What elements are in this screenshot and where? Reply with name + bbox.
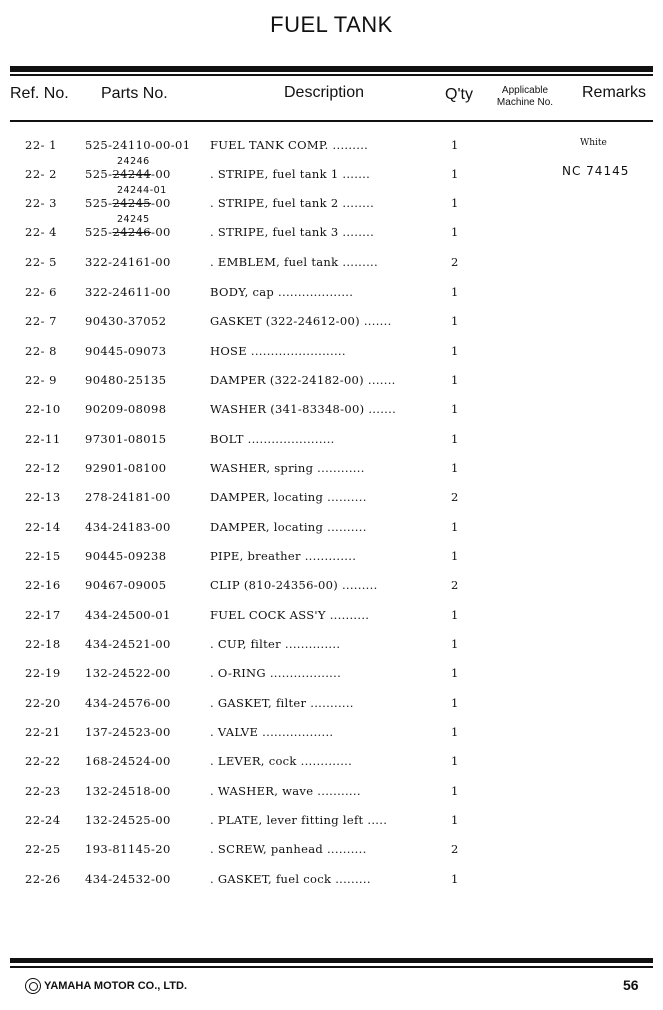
description: GASKET (322-24612-00) .......	[210, 314, 392, 329]
ref-no: 22- 5	[25, 255, 57, 270]
part-no: 525-24245-00	[85, 196, 171, 210]
description: . GASKET, fuel cock .........	[210, 871, 371, 886]
table-row	[0, 696, 663, 716]
header-ref-no: Ref. No.	[10, 85, 69, 102]
table-row	[0, 725, 663, 745]
header-remarks: Remarks	[582, 84, 647, 101]
ref-no: 22- 1	[25, 138, 57, 152]
table-row	[0, 402, 663, 422]
ref-no: 22- 3	[25, 196, 57, 210]
quantity: 1	[451, 402, 459, 417]
page-number: 56	[623, 977, 639, 993]
header-applicable-line2: Machine No.	[496, 97, 554, 108]
description: FUEL TANK COMP. .........	[210, 138, 369, 152]
quantity: 2	[451, 578, 459, 593]
handwritten-correction: 24245	[117, 214, 150, 225]
quantity: 2	[451, 490, 459, 505]
quantity: 2	[451, 255, 459, 270]
quantity: 1	[451, 666, 459, 681]
ref-no: 22-24	[25, 813, 61, 828]
header-bottom-rule	[10, 120, 653, 122]
struck-part-segment: 24245	[112, 196, 152, 210]
table-row	[0, 185, 663, 216]
ref-no: 22-20	[25, 695, 61, 710]
part-no: 322-24161-00	[85, 255, 171, 270]
table-row	[0, 754, 663, 774]
description: . CUP, filter ..............	[210, 637, 341, 651]
part-no: 97301-08015	[85, 431, 167, 446]
description: WASHER, spring ............	[210, 460, 365, 475]
description: FUEL COCK ASS'Y ..........	[210, 607, 370, 622]
table-row	[0, 255, 663, 275]
quantity: 1	[451, 343, 459, 358]
part-no: 525-24110-00-01	[85, 138, 191, 152]
ref-no: 22-18	[25, 637, 61, 651]
description: BODY, cap ...................	[210, 284, 354, 299]
header-top-rule	[10, 66, 653, 72]
quantity: 1	[451, 548, 459, 563]
ref-no: 22-25	[25, 842, 61, 857]
part-no: 322-24611-00	[85, 284, 171, 299]
quantity: 1	[451, 813, 459, 828]
header-description: Description	[284, 84, 365, 101]
table-row	[0, 285, 663, 305]
table-row	[0, 578, 663, 598]
description: . EMBLEM, fuel tank .........	[210, 255, 378, 270]
table-row	[0, 156, 663, 187]
table-row	[0, 608, 663, 628]
table-row	[0, 549, 663, 569]
part-no: 434-24576-00	[85, 695, 171, 710]
table-row	[0, 214, 663, 245]
ref-no: 22-21	[25, 725, 61, 739]
part-no: 168-24524-00	[85, 754, 171, 769]
ref-no: 22-23	[25, 783, 61, 798]
yamaha-logo-icon	[25, 978, 41, 994]
ref-no: 22- 9	[25, 372, 57, 387]
part-no: 132-24525-00	[85, 813, 171, 828]
description: . STRIPE, fuel tank 3 ........	[210, 225, 375, 239]
part-no: 90445-09073	[85, 343, 167, 358]
header-parts-no: Parts No.	[101, 85, 168, 102]
ref-no: 22-12	[25, 460, 61, 475]
description: . PLATE, lever fitting left .....	[210, 813, 388, 828]
header-top-rule-thin	[10, 74, 653, 76]
quantity: 1	[451, 637, 459, 651]
description: DAMPER, locating ..........	[210, 490, 367, 505]
quantity: 1	[451, 431, 459, 446]
quantity: 1	[451, 196, 459, 210]
table-row	[0, 666, 663, 686]
quantity: 1	[451, 372, 459, 387]
description: . VALVE ..................	[210, 725, 334, 739]
part-no: 525-24246-00	[85, 225, 171, 239]
quantity: 1	[451, 138, 459, 152]
table-row	[0, 138, 663, 158]
part-no: 90209-08098	[85, 402, 167, 417]
quantity: 1	[451, 284, 459, 299]
ref-no: 22- 6	[25, 284, 57, 299]
ref-no: 22-11	[25, 431, 61, 446]
quantity: 1	[451, 871, 459, 886]
footer-company	[25, 978, 187, 994]
ref-no: 22- 4	[25, 225, 57, 239]
table-row	[0, 490, 663, 510]
quantity: 1	[451, 754, 459, 769]
part-no: 132-24518-00	[85, 783, 171, 798]
description: DAMPER (322-24182-00) .......	[210, 372, 396, 387]
ref-no: 22-26	[25, 871, 61, 886]
table-row	[0, 520, 663, 540]
header-applicable-line1: Applicable	[501, 85, 549, 96]
ref-no: 22- 2	[25, 167, 57, 181]
quantity: 1	[451, 607, 459, 622]
table-row	[0, 813, 663, 833]
table-row	[0, 373, 663, 393]
handwritten-remark: NC 74145	[562, 164, 630, 178]
quantity: 2	[451, 842, 459, 857]
ref-no: 22-14	[25, 519, 61, 534]
part-no: 193-81145-20	[85, 842, 171, 857]
part-no: 434-24500-01	[85, 607, 171, 622]
quantity: 1	[451, 460, 459, 475]
quantity: 1	[451, 225, 459, 239]
page-title: FUEL TANK	[270, 12, 393, 37]
company-name: YAMAHA MOTOR CO., LTD.	[44, 980, 187, 992]
footer-rule-thin	[10, 966, 653, 968]
table-row	[0, 314, 663, 334]
ref-no: 22-13	[25, 490, 61, 505]
part-no: 137-24523-00	[85, 725, 171, 739]
remark: White	[580, 138, 607, 148]
part-no: 434-24183-00	[85, 519, 171, 534]
description: WASHER (341-83348-00) .......	[210, 402, 397, 417]
part-no: 132-24522-00	[85, 666, 171, 681]
footer-rule	[10, 958, 653, 963]
part-no: 90480-25135	[85, 372, 167, 387]
description: . WASHER, wave ...........	[210, 783, 361, 798]
description: BOLT ......................	[210, 431, 335, 446]
header-quantity: Q'ty	[445, 86, 473, 103]
description: CLIP (810-24356-00) .........	[210, 578, 378, 593]
table-row	[0, 344, 663, 364]
part-no: 90467-09005	[85, 578, 167, 593]
description: HOSE ........................	[210, 343, 346, 358]
table-row	[0, 637, 663, 657]
table-row	[0, 784, 663, 804]
quantity: 1	[451, 167, 459, 181]
struck-part-segment: 24244	[112, 167, 152, 181]
table-row	[0, 461, 663, 481]
part-no: 92901-08100	[85, 460, 167, 475]
part-no: 278-24181-00	[85, 490, 171, 505]
description: . STRIPE, fuel tank 1 .......	[210, 167, 371, 181]
handwritten-correction: 24244-01	[117, 185, 167, 196]
ref-no: 22-22	[25, 754, 61, 769]
header-applicable-machine	[490, 85, 560, 109]
part-no: 434-24532-00	[85, 871, 171, 886]
ref-no: 22-10	[25, 402, 61, 417]
part-no: 90430-37052	[85, 314, 167, 329]
table-row	[0, 872, 663, 892]
ref-no: 22-16	[25, 578, 61, 593]
description: PIPE, breather .............	[210, 548, 357, 563]
quantity: 1	[451, 695, 459, 710]
description: DAMPER, locating ..........	[210, 519, 367, 534]
table-row	[0, 432, 663, 452]
handwritten-correction: 24246	[117, 156, 150, 167]
description: . LEVER, cock .............	[210, 754, 353, 769]
part-no: 434-24521-00	[85, 637, 171, 651]
part-no: 525-24244-00	[85, 167, 171, 181]
description: . GASKET, filter ...........	[210, 695, 354, 710]
quantity: 1	[451, 519, 459, 534]
ref-no: 22-15	[25, 548, 61, 563]
ref-no: 22- 8	[25, 343, 57, 358]
struck-part-segment: 24246	[112, 225, 152, 239]
ref-no: 22- 7	[25, 314, 57, 329]
description: . STRIPE, fuel tank 2 ........	[210, 196, 375, 210]
quantity: 1	[451, 314, 459, 329]
part-no: 90445-09238	[85, 548, 167, 563]
ref-no: 22-19	[25, 666, 61, 681]
description: . O-RING ..................	[210, 666, 342, 681]
description: . SCREW, panhead ..........	[210, 842, 367, 857]
table-row	[0, 842, 663, 862]
ref-no: 22-17	[25, 607, 61, 622]
quantity: 1	[451, 725, 459, 739]
quantity: 1	[451, 783, 459, 798]
